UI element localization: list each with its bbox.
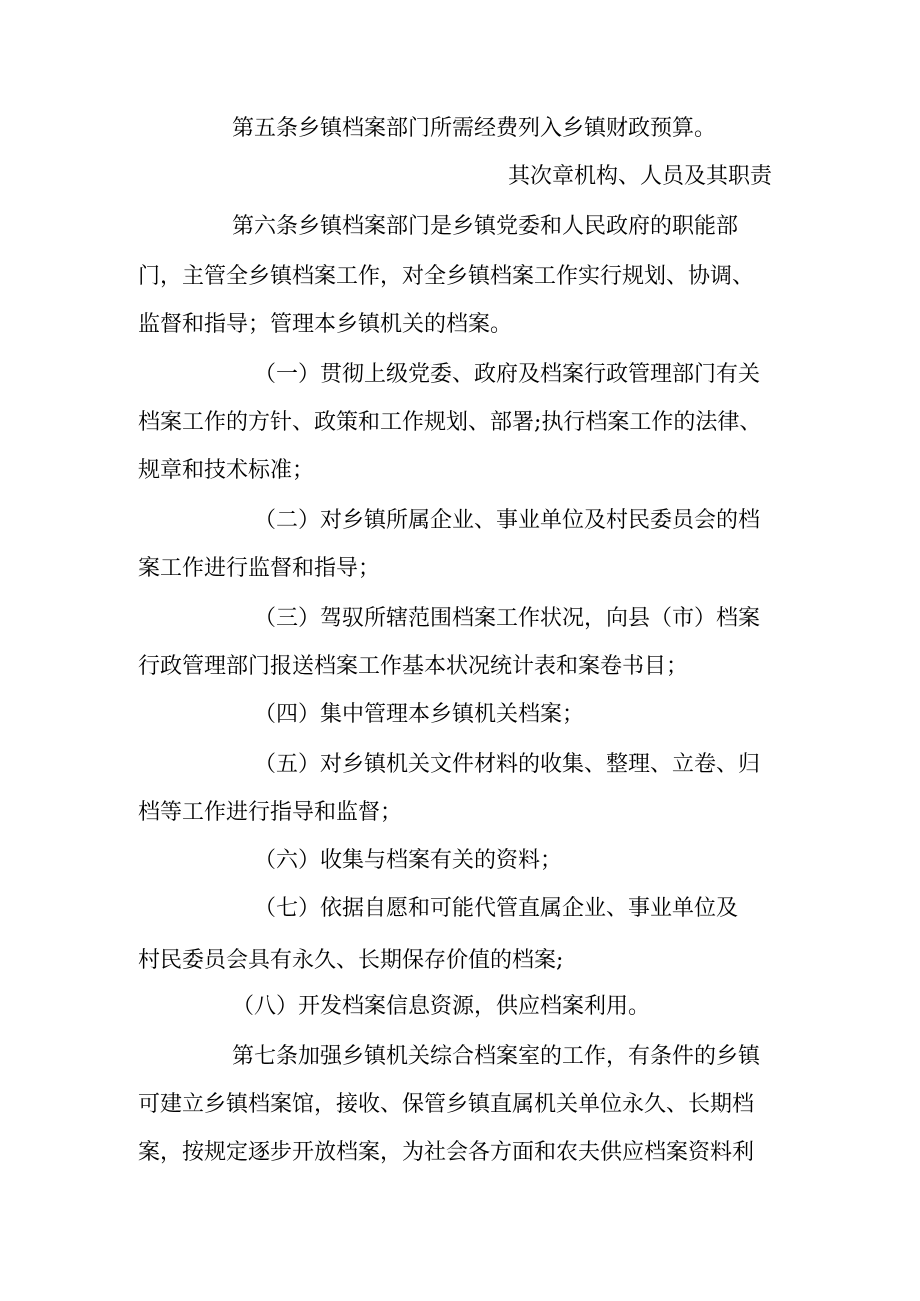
item-6-line: （六）收集与档案有关的资料； [254,848,563,873]
article-6-line-2: 门，主管全乡镇档案工作，对全乡镇档案工作实行规划、协调、 [138,264,755,289]
article-7-line-2: 可建立乡镇档案馆，接收、保管乡镇直属机关单位永久、长期档 [138,1092,755,1117]
item-5-line-2: 档等工作进行指导和监督； [138,800,403,825]
article-5-paragraph: 第五条乡镇档案部门所需经费列入乡镇财政预算。 [232,116,717,141]
item-7-line-2: 村民委员会具有永久、长期保存价值的档案; [138,948,564,973]
item-5-line-1: （五）对乡镇机关文件材料的收集、整理、立卷、归 [254,752,761,777]
item-3-line-1: （三）驾驭所辖范围档案工作状况，向县（市）档案 [254,606,761,631]
chapter-heading: 其次章机构、人员及其职责 [508,164,773,189]
item-1-line-3: 规章和技术标准； [138,458,315,483]
item-1-line-2: 档案工作的方针、政策和工作规划、部署;执行档案工作的法律、 [138,410,762,435]
item-4-line: （四）集中管理本乡镇机关档案； [254,702,585,727]
article-7-line-1: 第七条加强乡镇机关综合档案室的工作，有条件的乡镇 [232,1044,761,1069]
item-3-line-2: 行政管理部门报送档案工作基本状况统计表和案卷书目； [138,654,689,679]
item-7-line-1: （七）依据自愿和可能代管直属企业、事业单位及 [254,896,739,921]
article-6-line-3: 监督和指导；管理本乡镇机关的档案。 [138,312,513,337]
item-8-line: （八）开发档案信息资源，供应档案利用。 [232,994,651,1019]
item-2-line-2: 案工作进行监督和指导； [138,556,381,581]
article-6-line-1: 第六条乡镇档案部门是乡镇党委和人民政府的职能部 [232,214,739,239]
item-1-line-1: （一）贯彻上级党委、政府及档案行政管理部门有关 [254,362,761,387]
item-2-line-1: （二）对乡镇所属企业、事业单位及村民委员会的档 [254,508,761,533]
article-7-line-3: 案，按规定逐步开放档案，为社会各方面和农夫供应档案资料利 [138,1140,755,1165]
